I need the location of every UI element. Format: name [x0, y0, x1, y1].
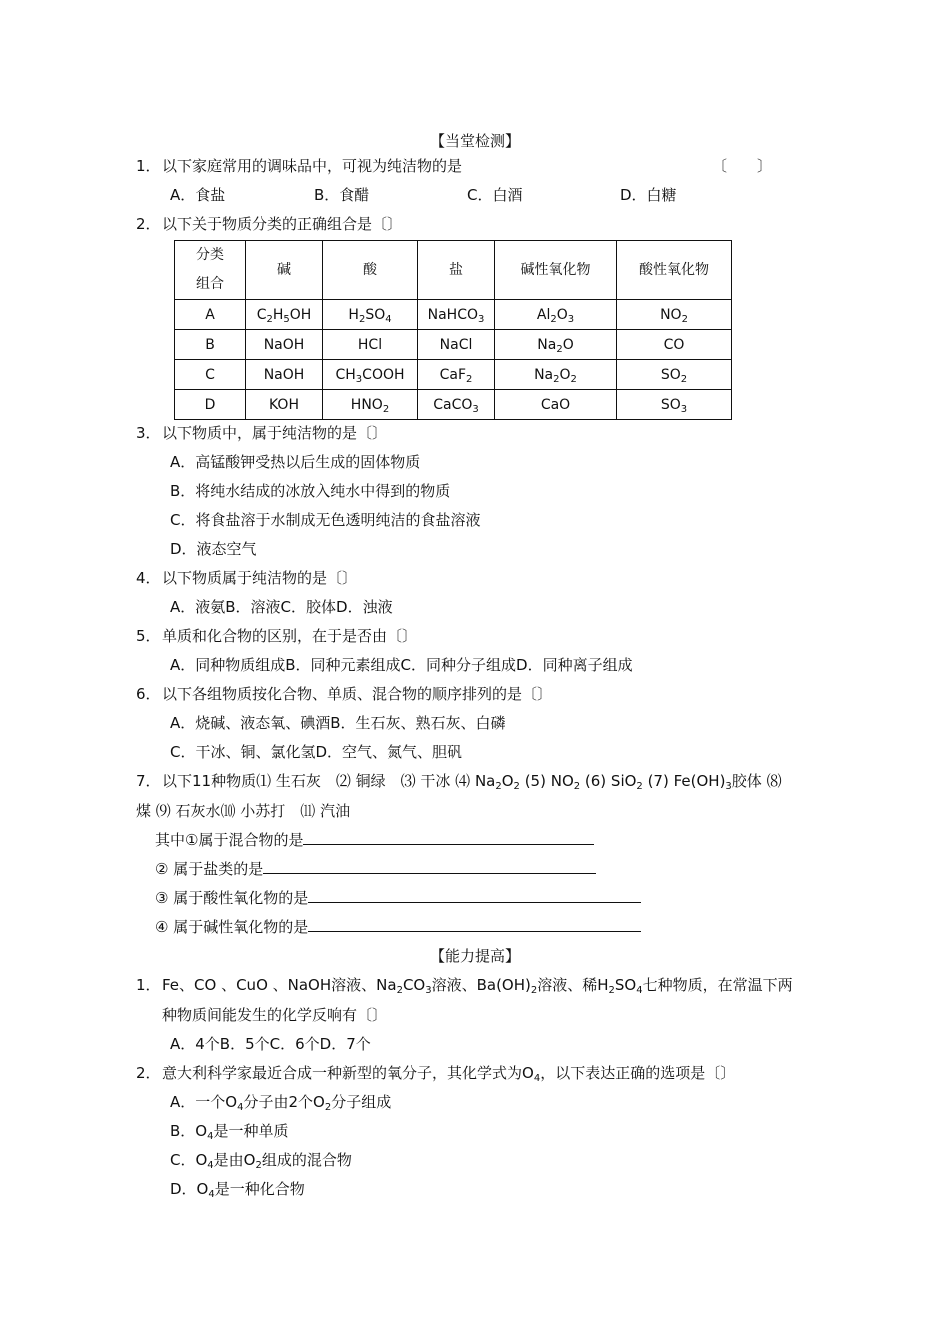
question-3 — [136, 419, 387, 448]
cell-acidic-oxide: CO — [617, 330, 732, 360]
q3-option-d: D．液态空气 — [170, 540, 257, 558]
formula-feoh3: (7) $Fe(OH)_3$ — [647, 772, 732, 792]
question-6 — [136, 680, 552, 709]
question-5 — [136, 622, 417, 651]
cell-basic-oxide: $Na_2O_2$ — [495, 360, 617, 390]
question-text: 意大利科学家最近合成一种新型的氧分子，其化学式为$O_4$，以下表达正确的选项是〔〕 — [162, 1064, 736, 1084]
p2-option-b: B．$O_4$是一种单质 — [170, 1122, 289, 1142]
question-text: 以下各组物质按化合物、单质、混合物的顺序排列的是〔〕 — [162, 685, 553, 703]
header-acidic-oxide: 酸性氧化物 — [617, 241, 732, 300]
q7-line1-start: 以下11种物质⑴ 生石灰 ⑵ 铜绿 ⑶ 干冰 ⑷ — [162, 772, 475, 790]
cell-base: NaOH — [246, 360, 323, 390]
p1-options: A．4个B．5个C．6个D．7个 — [170, 1035, 371, 1053]
table-row — [175, 300, 732, 330]
q1-option-b: B．食醋 — [314, 186, 370, 204]
q1-option-a: A．食盐 — [170, 186, 226, 204]
cell-base: NaOH — [246, 330, 323, 360]
question-text: 以下物质中，属于纯洁物的是〔〕 — [162, 424, 388, 442]
q3-option-c: C．将食盐溶于水制成无色透明纯洁的食盐溶液 — [170, 511, 481, 529]
q7-sub4 — [155, 913, 641, 942]
cell-basic-oxide: CaO — [495, 390, 617, 420]
q6-options-cd: C．干冰、铜、氯化氢D．空气、氮气、胆矾 — [170, 743, 463, 761]
cell-basic-oxide: $Al_2O_3$ — [495, 300, 617, 330]
question-4 — [136, 564, 357, 593]
cell-salt: NaCl — [418, 330, 495, 360]
question-number: 1． — [136, 157, 161, 175]
p1-line2: 种物质间能发生的化学反响有〔〕 — [162, 1006, 388, 1024]
row-label: D — [175, 390, 246, 420]
q3-option-b: B．将纯水结成的冰放入纯水中得到的物质 — [170, 482, 451, 500]
q7-sub2-label: ② 属于盐类的是 — [155, 860, 264, 878]
q7-sub3 — [155, 884, 641, 913]
table-corner-cell — [175, 241, 246, 300]
question-number: 6． — [136, 685, 161, 703]
section-title-classroom-test: 【当堂检测】 — [429, 132, 520, 150]
q7-sub4-label: ④ 属于碱性氧化物的是 — [155, 918, 309, 936]
answer-blank[interactable] — [263, 857, 596, 874]
q7-sub1-label: 其中①属于混合物的是 — [155, 831, 304, 849]
classification-table — [174, 240, 732, 420]
ability-question-2 — [136, 1059, 735, 1088]
q1-option-c: C．白酒 — [467, 186, 523, 204]
q7-line2: 煤 ⑼ 石灰水⑽ 小苏打 ⑾ 汽油 — [136, 802, 351, 820]
table-header-row — [175, 241, 732, 300]
corner-bottom-label: 组合 — [196, 276, 224, 292]
q7-line1-end: 胶体 ⑻ — [731, 772, 782, 790]
q4-options: A．液氨B．溶液C．胶体D．浊液 — [170, 598, 393, 616]
q7-sub2 — [155, 855, 596, 884]
question-1 — [136, 152, 462, 181]
q7-sub1 — [155, 826, 594, 855]
question-number: 2． — [136, 1064, 161, 1082]
question-number: 4． — [136, 569, 161, 587]
question-text: 以下关于物质分类的正确组合是〔〕 — [162, 215, 403, 233]
ability-question-1 — [136, 971, 793, 1000]
header-base: 碱 — [246, 241, 323, 300]
table-body — [175, 300, 732, 420]
p2-option-a: A．一个$O_4$分子由2个$O_2$分子组成 — [170, 1093, 392, 1113]
section-title-ability: 【能力提高】 — [429, 947, 520, 965]
table-row — [175, 360, 732, 390]
formula-sio2: (6) SiO$_2$ — [584, 772, 643, 792]
cell-acid: $H_2SO_4$ — [323, 300, 418, 330]
row-label: B — [175, 330, 246, 360]
cell-acidic-oxide: $SO_2$ — [617, 360, 732, 390]
question-number: 2． — [136, 215, 161, 233]
row-label: C — [175, 360, 246, 390]
question-number: 5． — [136, 627, 161, 645]
cell-salt: CaF$_2$ — [418, 360, 495, 390]
table-row — [175, 390, 732, 420]
cell-salt: NaHCO$_3$ — [418, 300, 495, 330]
formula-no2: (5) $NO_2$ — [524, 772, 581, 792]
q5-options: A．同种物质组成B．同种元素组成C．同种分子组成D．同种离子组成 — [170, 656, 633, 674]
answer-blank[interactable] — [308, 915, 641, 932]
p2-option-d: D．$O_4$是一种化合物 — [170, 1180, 305, 1200]
formula-na2o2: $Na_2O_2$ — [474, 772, 520, 792]
cell-base: KOH — [246, 390, 323, 420]
p1-line1: Fe、CO 、CuO 、NaOH溶液、$Na_2CO_3$溶液、$Ba(OH)_2$溶液、稀$H_2SO_4$七种物质，在常温下两 — [162, 976, 793, 996]
q1-option-d: D．白糖 — [620, 186, 677, 204]
cell-acid: $CH_3COOH$ — [323, 360, 418, 390]
header-basic-oxide: 碱性氧化物 — [495, 241, 617, 300]
q7-sub3-label: ③ 属于酸性氧化物的是 — [155, 889, 309, 907]
cell-base: $C_2H_5OH$ — [246, 300, 323, 330]
cell-acidic-oxide: $NO_2$ — [617, 300, 732, 330]
question-text: 以下家庭常用的调味品中，可视为纯洁物的是 — [162, 157, 463, 175]
question-text: 以下物质属于纯洁物的是〔〕 — [162, 569, 358, 587]
cell-acid: $HNO_2$ — [323, 390, 418, 420]
header-acid: 酸 — [323, 241, 418, 300]
answer-blank[interactable] — [303, 828, 594, 845]
question-number: 1． — [136, 976, 161, 994]
p2-option-c: C．$O_4$是由$O_2$组成的混合物 — [170, 1151, 352, 1171]
question-text: 单质和化合物的区别，在于是否由〔〕 — [162, 627, 418, 645]
cell-acid: HCl — [323, 330, 418, 360]
table-row — [175, 330, 732, 360]
row-label: A — [175, 300, 246, 330]
header-salt: 盐 — [418, 241, 495, 300]
answer-blank[interactable] — [308, 886, 641, 903]
answer-bracket: 〔 〕 — [712, 157, 773, 175]
q6-options-ab: A．烧碱、液态氧、碘酒B．生石灰、熟石灰、白磷 — [170, 714, 506, 732]
question-2 — [136, 210, 402, 239]
cell-basic-oxide: $Na_2O$ — [495, 330, 617, 360]
q3-option-a: A．高锰酸钾受热以后生成的固体物质 — [170, 453, 421, 471]
cell-acidic-oxide: $SO_3$ — [617, 390, 732, 420]
question-number: 7． — [136, 772, 161, 790]
question-number: 3． — [136, 424, 161, 442]
question-7 — [136, 767, 782, 796]
corner-top-label: 分类 — [196, 247, 224, 263]
cell-salt: CaCO$_3$ — [418, 390, 495, 420]
